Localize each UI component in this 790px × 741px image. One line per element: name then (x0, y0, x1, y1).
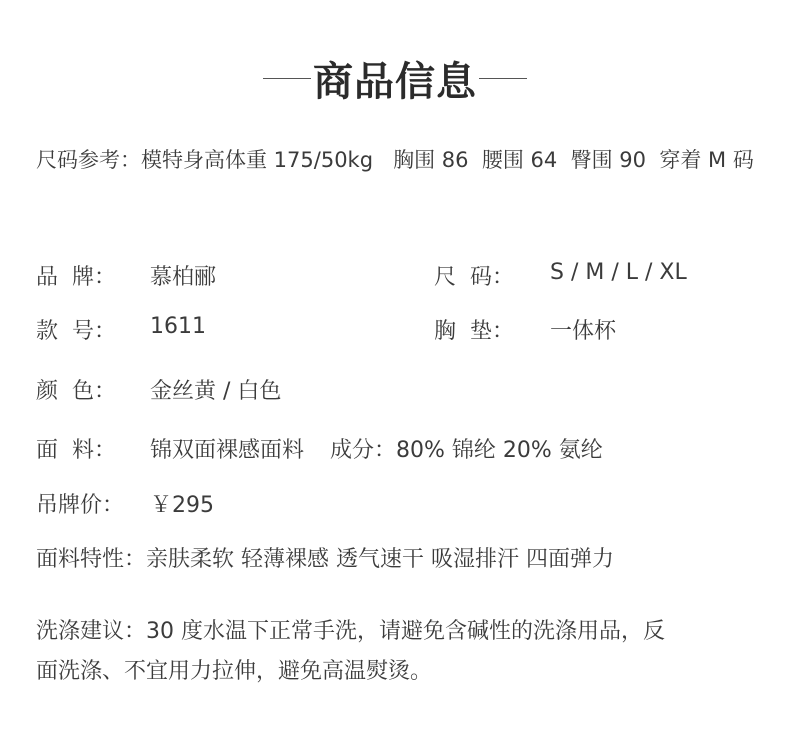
pad-row (434, 314, 616, 345)
size-reference-wear: 穿着 M 码 (659, 148, 754, 172)
color-row (36, 374, 281, 405)
brand-value: 慕柏郦 (150, 265, 217, 290)
washing-instructions (36, 612, 736, 692)
color-label: 颜 色： (36, 379, 116, 404)
size-reference-bust: 胸围 86 (393, 148, 469, 172)
features-label: 面料特性： (36, 547, 147, 572)
price-value: ￥295 (150, 493, 214, 518)
title-left-line (263, 78, 311, 79)
style-no-row (36, 314, 206, 345)
brand-row (36, 260, 216, 291)
washing-line-2: 面洗涤、不宜用力拉伸，避免高温熨烫。 (36, 659, 433, 684)
washing-line-1: 洗涤建议：30 度水温下正常手洗，请避免含碱性的洗涤用品，反 (36, 619, 665, 644)
fabric-composition: 成分：80% 锦纶 20% 氨纶 (330, 438, 603, 463)
size-reference-waist: 腰围 64 (481, 148, 558, 172)
page-title: 商品信息 (313, 58, 477, 105)
size-reference-hip: 臀围 90 (570, 148, 647, 172)
size-reference-label: 尺码参考： (36, 148, 141, 172)
brand-label: 品 牌： (36, 265, 116, 290)
size-label: 尺 码： (434, 265, 514, 290)
style-no-label: 款 号： (36, 319, 116, 344)
size-value: S / M / L / XL (550, 260, 687, 285)
color-value: 金丝黄 / 白色 (150, 379, 282, 404)
page-title-row (0, 52, 790, 104)
size-row (434, 260, 687, 291)
size-reference (36, 144, 754, 174)
features-value: 亲肤柔软 轻薄裸感 透气速干 吸湿排汗 四面弹力 (146, 547, 614, 572)
style-no-value: 1611 (150, 314, 206, 339)
pad-value: 一体杯 (550, 319, 617, 344)
title-right-line (479, 78, 527, 79)
fabric-value: 锦双面裸感面料 (150, 438, 305, 463)
price-label: 吊牌价： (36, 493, 125, 518)
fabric-label: 面 料： (36, 438, 116, 463)
fabric-row (36, 433, 603, 464)
pad-label: 胸 垫： (434, 319, 514, 344)
price-row (36, 488, 214, 519)
features-row (36, 542, 614, 573)
size-reference-model: 模特身高体重 175/50kg (141, 148, 374, 172)
